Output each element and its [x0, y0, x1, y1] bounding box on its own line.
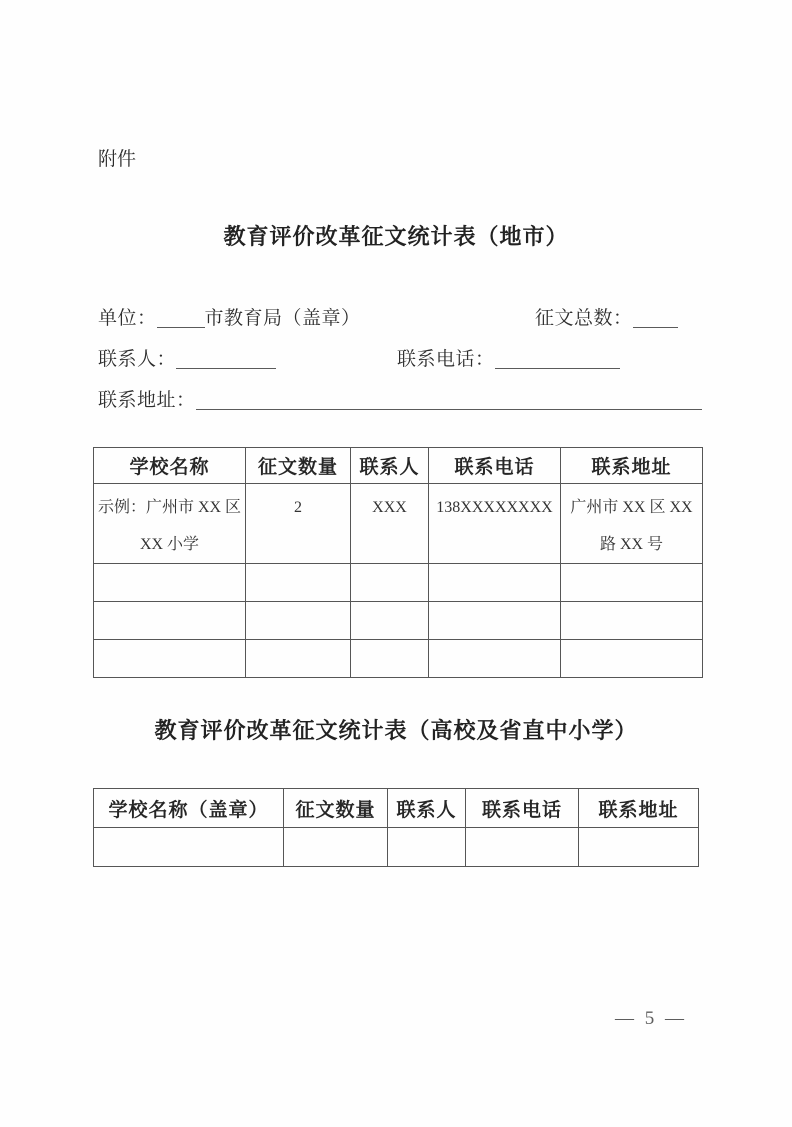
essay-total-blank-line: [633, 307, 678, 328]
header-contact-person: 联系人: [351, 448, 429, 484]
header-contact-person: 联系人: [388, 789, 466, 828]
header-contact-address: 联系地址: [561, 448, 703, 484]
header-essay-count: 征文数量: [284, 789, 388, 828]
example-phone-cell: 138XXXXXXXX: [429, 484, 561, 564]
example-row: [94, 484, 703, 564]
page-number: — 5 —: [615, 1008, 687, 1029]
contact-person-label: 联系人：: [98, 349, 177, 370]
header-school-name: 学校名称: [94, 448, 246, 484]
contact-phone-blank-line: [495, 348, 620, 369]
unit-blank-line: [157, 307, 205, 328]
example-contact-cell: XXX: [351, 484, 429, 564]
essay-total-label: 征文总数：: [535, 308, 633, 329]
contact-person-field: [98, 344, 276, 371]
header-school-name-seal: 学校名称（盖章）: [94, 789, 284, 828]
table-row: [94, 828, 699, 867]
essay-total-field: [535, 303, 678, 330]
attachment-label: 附件: [98, 149, 137, 170]
header-contact-address: 联系地址: [579, 789, 699, 828]
contact-address-blank-line: [196, 389, 702, 410]
table2-title: 教育评价改革征文统计表（高校及省直中小学）: [154, 718, 638, 743]
contact-address-label: 联系地址：: [98, 390, 196, 411]
example-school-cell: 示例：广州市 XX 区 XX 小学: [94, 484, 246, 564]
table-row: [94, 602, 703, 640]
contact-person-blank-line: [176, 348, 276, 369]
contact-phone-label: 联系电话：: [397, 349, 495, 370]
unit-label: 单位：: [98, 308, 157, 329]
unit-suffix: 市教育局（盖章）: [204, 308, 361, 329]
example-count-cell: 2: [246, 484, 351, 564]
contact-address-field: [98, 385, 702, 412]
university-statistics-table: [93, 788, 699, 867]
header-contact-phone: 联系电话: [429, 448, 561, 484]
table-header-row: [94, 448, 703, 484]
city-statistics-table: [93, 447, 703, 678]
unit-field-row: [98, 303, 361, 330]
table-row: [94, 640, 703, 678]
table-header-row: [94, 789, 699, 828]
example-address-cell: 广州市 XX 区 XX 路 XX 号: [561, 484, 703, 564]
header-contact-phone: 联系电话: [466, 789, 579, 828]
table-row: [94, 564, 703, 602]
contact-phone-field: [397, 344, 620, 371]
header-essay-count: 征文数量: [246, 448, 351, 484]
table1-title: 教育评价改革征文统计表（地市）: [223, 224, 569, 249]
